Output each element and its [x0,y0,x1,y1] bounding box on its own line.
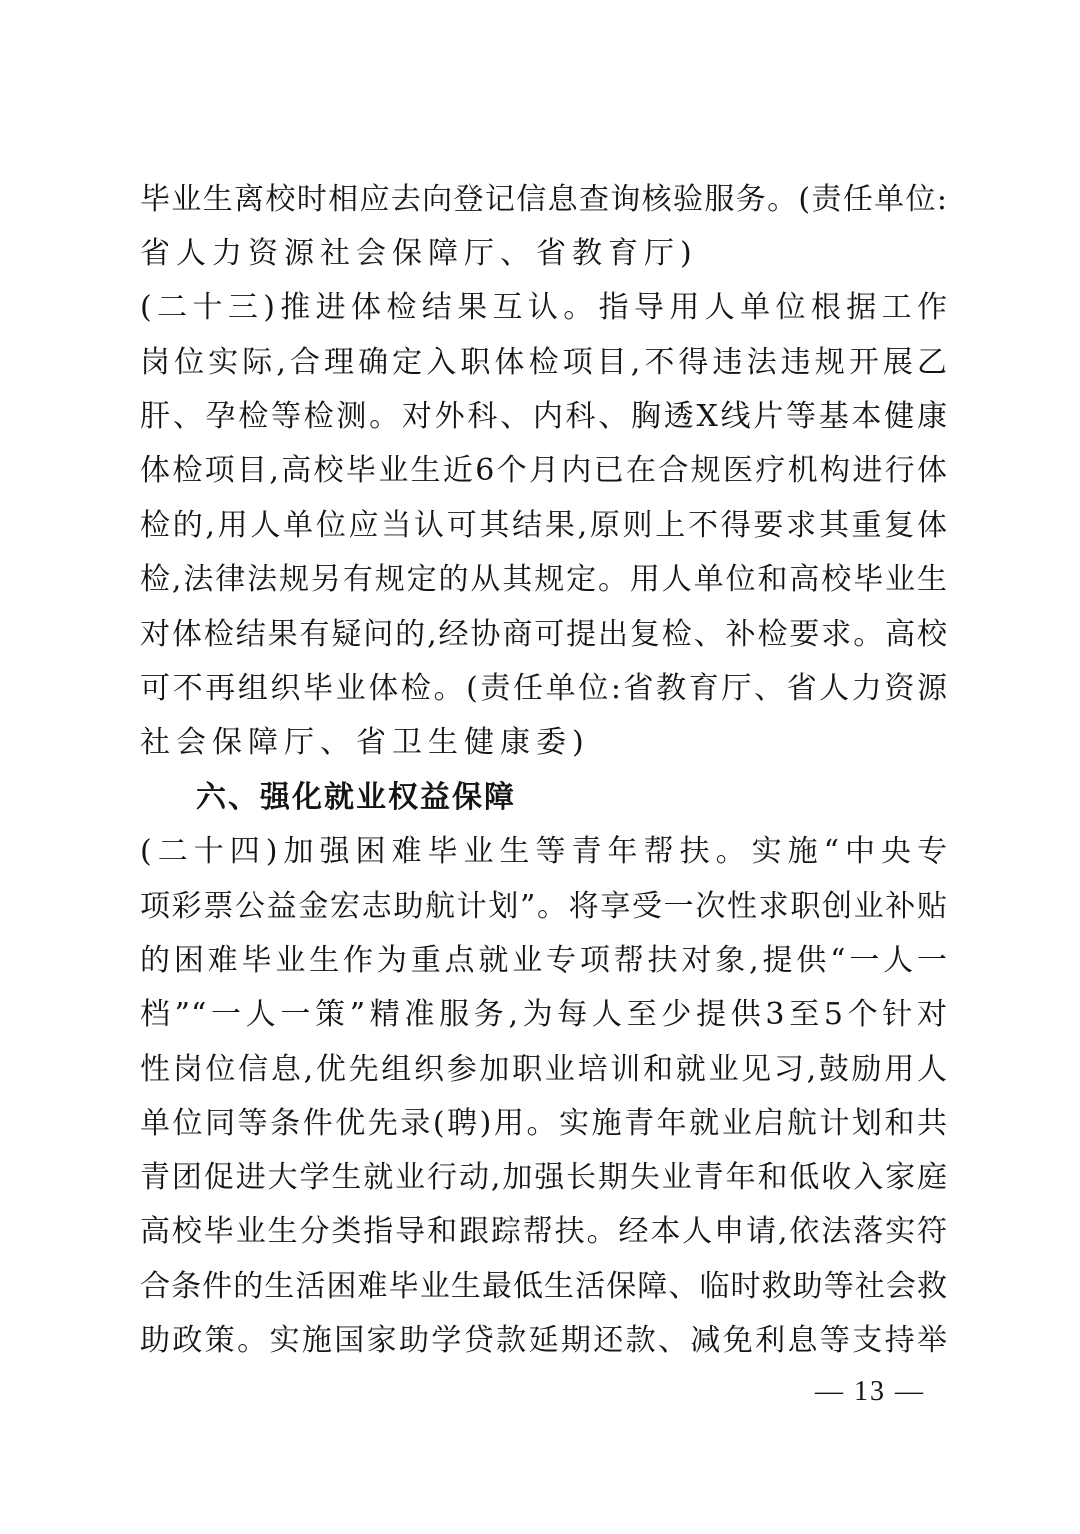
text-line: 肝、孕检等检测。对外科、内科、胸透X线片等基本健康 [140,399,948,434]
text-line: 毕业生离校时相应去向登记信息查询核验服务。(责任单位: [140,182,948,217]
text-line: 助政策。实施国家助学贷款延期还款、减免利息等支持举 [140,1323,948,1358]
text-line: 单位同等条件优先录(聘)用。实施青年就业启航计划和共 [140,1106,948,1141]
text-line: 合条件的生活困难毕业生最低生活保障、临时救助等社会救 [140,1269,948,1304]
text-line: 性岗位信息,优先组织参加职业培训和就业见习,鼓励用人 [140,1052,948,1087]
text-line: 青团促进大学生就业行动,加强长期失业青年和低收入家庭 [140,1160,948,1195]
page-number: — 13 — [815,1376,925,1407]
text-line: 省人力资源社会保障厅、省教育厅) [140,236,698,271]
text-line: 档”“一人一策”精准服务,为每人至少提供3至5个针对 [140,997,948,1032]
text-line: (二十三)推进体检结果互认。指导用人单位根据工作 [140,290,948,325]
text-line: (二十四)加强困难毕业生等青年帮扶。实施“中央专 [140,834,948,869]
text-line: 社会保障厅、省卫生健康委) [140,725,590,760]
text-line: 的困难毕业生作为重点就业专项帮扶对象,提供“一人一 [140,943,948,978]
text-line: 检的,用人单位应当认可其结果,原则上不得要求其重复体 [140,508,948,543]
text-line: 对体检结果有疑问的,经协商可提出复检、补检要求。高校 [140,617,948,652]
text-line: 岗位实际,合理确定入职体检项目,不得违法违规开展乙 [140,345,948,380]
text-line: 高校毕业生分类指导和跟踪帮扶。经本人申请,依法落实符 [140,1214,948,1249]
text-line: 体检项目,高校毕业生近6个月内已在合规医疗机构进行体 [140,453,948,488]
section-heading: 六、强化就业权益保障 [196,780,516,815]
text-line: 检,法律法规另有规定的从其规定。用人单位和高校毕业生 [140,562,948,597]
text-line: 可不再组织毕业体检。(责任单位:省教育厅、省人力资源 [140,671,948,706]
text-line: 项彩票公益金宏志助航计划”。将享受一次性求职创业补贴 [140,889,948,924]
